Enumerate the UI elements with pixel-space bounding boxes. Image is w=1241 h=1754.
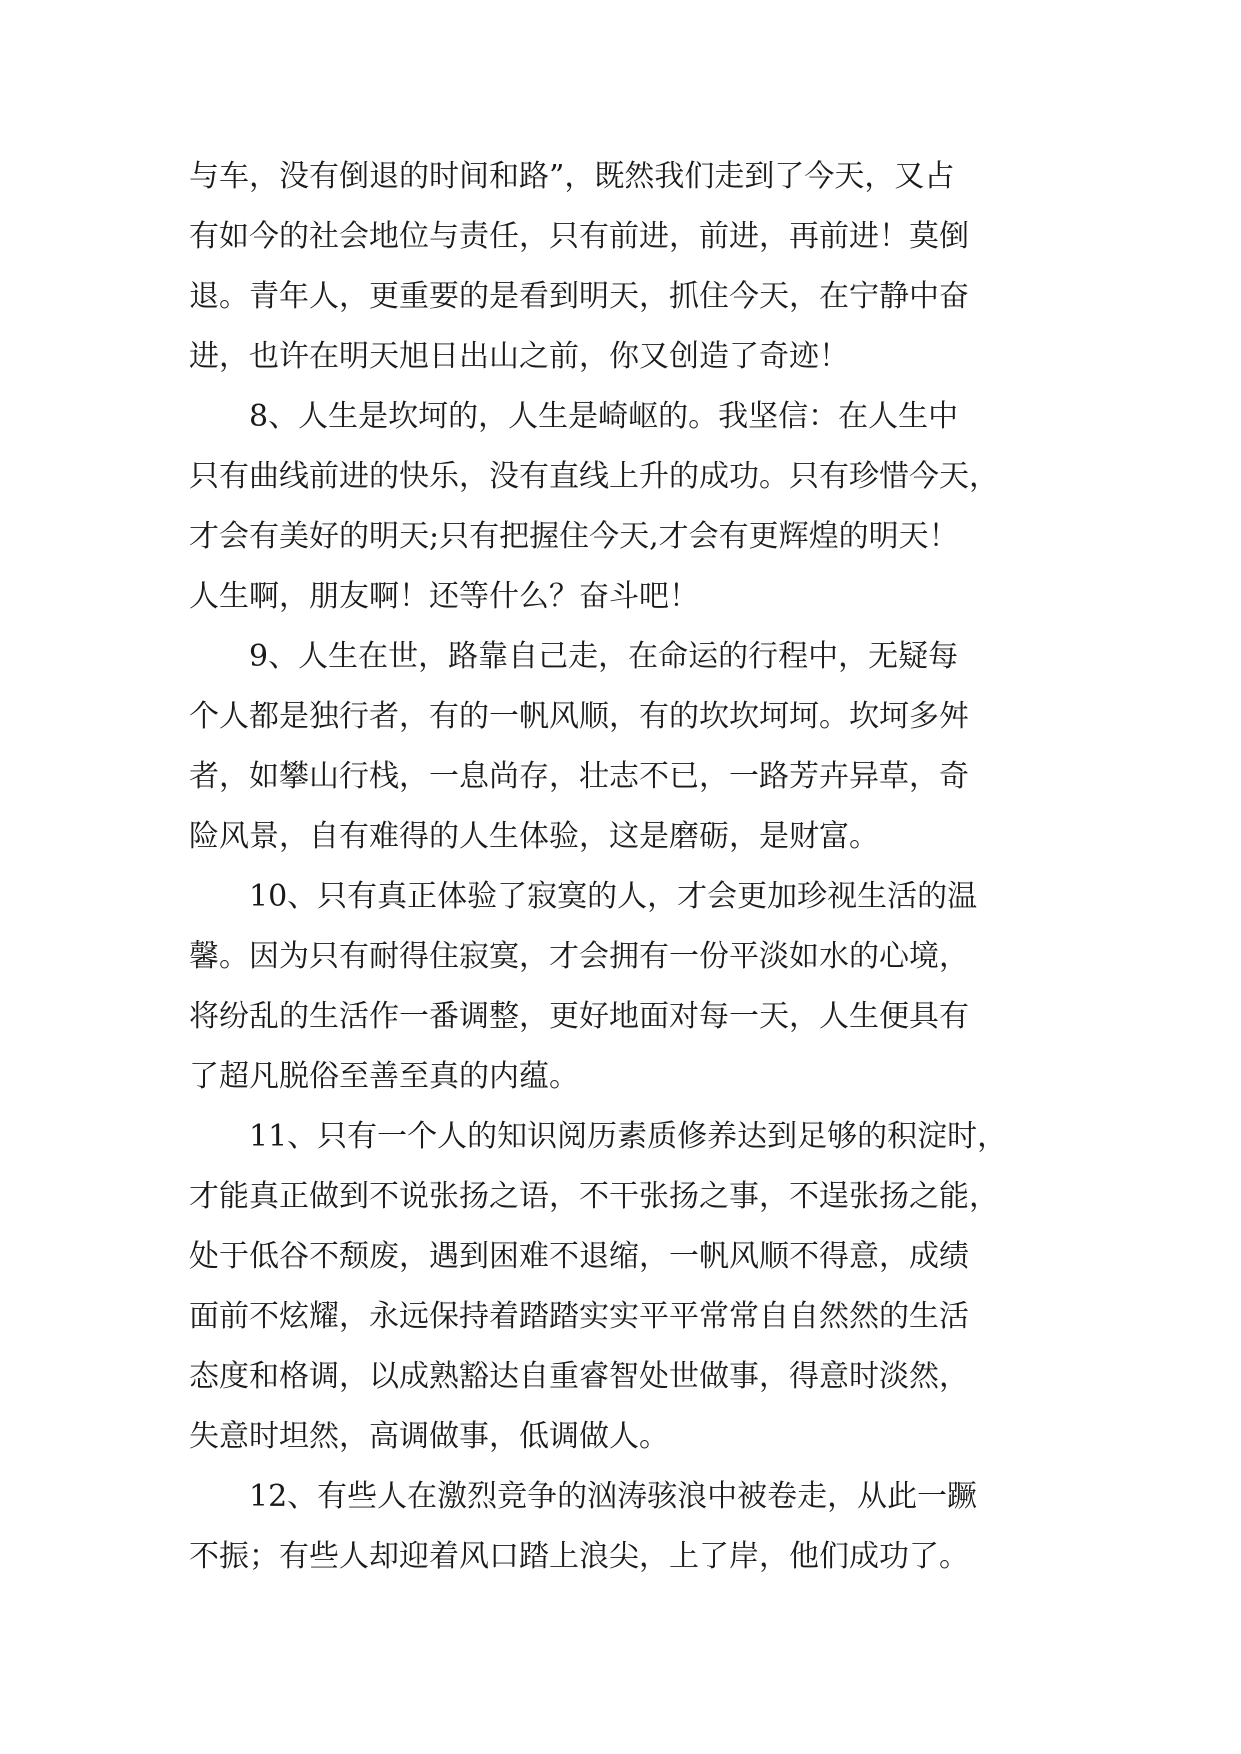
- paragraph-11-start: 11、只有一个人的知识阅历素质修养达到足够的积淀时，: [249, 1119, 1008, 1154]
- text-line: 处于低谷不颓废，遇到困难不退缩，一帆风顺不得意，成绩: [189, 1239, 969, 1274]
- text-line: 态度和格调，以成熟豁达自重睿智处世做事，得意时淡然，: [189, 1359, 969, 1394]
- text-line: 不振；有些人却迎着风口踏上浪尖，上了岸，他们成功了。: [189, 1539, 969, 1574]
- text-line: 才会有美好的明天;只有把握住今天,才会有更辉煌的明天！: [189, 519, 959, 554]
- paragraph-10-start: 10、只有真正体验了寂寞的人，才会更加珍视生活的温: [249, 879, 978, 914]
- paragraph-8-start: 8、人生是坎坷的，人生是崎岖的。我坚信：在人生中: [249, 399, 959, 434]
- paragraph-9-start: 9、人生在世，路靠自己走，在命运的行程中，无疑每: [249, 639, 959, 674]
- text-line: 了超凡脱俗至善至真的内蕴。: [189, 1059, 579, 1094]
- text-line: 才能真正做到不说张扬之语，不干张扬之事，不逞张扬之能，: [189, 1179, 999, 1214]
- text-line: 险风景，自有难得的人生体验，这是磨砺，是财富。: [189, 819, 879, 854]
- text-line: 进，也许在明天旭日出山之前，你又创造了奇迹！: [189, 339, 849, 374]
- text-line: 者，如攀山行栈，一息尚存，壮志不已，一路芳卉异草，奇: [189, 759, 969, 794]
- text-line: 与车，没有倒退的时间和路”，既然我们走到了今天，又占: [189, 159, 955, 194]
- text-line: 退。青年人，更重要的是看到明天，抓住今天，在宁静中奋: [189, 279, 969, 314]
- text-line: 个人都是独行者，有的一帆风顺，有的坎坎坷坷。坎坷多舛: [189, 699, 969, 734]
- paragraph-12-start: 12、有些人在激烈竞争的汹涛骇浪中被卷走，从此一蹶: [249, 1479, 978, 1514]
- text-line: 面前不炫耀，永远保持着踏踏实实平平常常自自然然的生活: [189, 1299, 969, 1334]
- text-line: 只有曲线前进的快乐，没有直线上升的成功。只有珍惜今天，: [189, 459, 999, 494]
- text-line: 有如今的社会地位与责任，只有前进，前进，再前进！莫倒: [189, 219, 969, 254]
- text-line: 失意时坦然，高调做事，低调做人。: [189, 1419, 669, 1454]
- text-line: 馨。因为只有耐得住寂寞，才会拥有一份平淡如水的心境，: [189, 939, 969, 974]
- text-line: 人生啊，朋友啊！还等什么？奋斗吧！: [189, 579, 699, 614]
- text-line: 将纷乱的生活作一番调整，更好地面对每一天，人生便具有: [189, 999, 969, 1034]
